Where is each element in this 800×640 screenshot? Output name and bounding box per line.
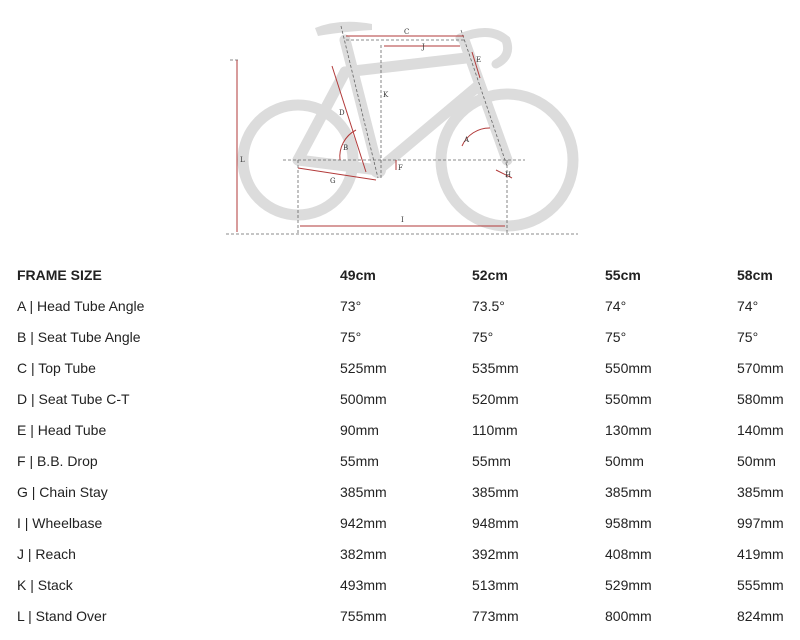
- bike-frame-drawing: [0, 0, 800, 250]
- table-row: [0, 290, 800, 321]
- diagram-label-k: K: [383, 91, 389, 99]
- diagram-label-g: G: [330, 177, 336, 185]
- table-cell: 385mm: [737, 483, 784, 500]
- table-row: [0, 445, 800, 476]
- table-cell: 493mm: [340, 576, 387, 593]
- table-cell: 419mm: [737, 545, 784, 562]
- table-cell: 385mm: [340, 483, 387, 500]
- table-cell: 500mm: [340, 390, 387, 407]
- table-cell: 824mm: [737, 607, 784, 624]
- geometry-table: [0, 259, 800, 631]
- table-cell: 550mm: [605, 390, 652, 407]
- row-label: D | Seat Tube C-T: [17, 390, 130, 407]
- diagram-label-c: C: [404, 28, 410, 36]
- row-label: G | Chain Stay: [17, 483, 108, 500]
- table-cell: 75°: [605, 328, 627, 345]
- column-header: 58cm: [737, 266, 773, 283]
- table-cell: 55mm: [340, 452, 379, 469]
- row-label: F | B.B. Drop: [17, 452, 98, 469]
- table-cell: 50mm: [605, 452, 644, 469]
- table-row: [0, 321, 800, 352]
- table-row: [0, 600, 800, 631]
- table-cell: 382mm: [340, 545, 387, 562]
- table-cell: 130mm: [605, 421, 652, 438]
- row-label: L | Stand Over: [17, 607, 107, 624]
- diagram-label-d: D: [339, 109, 345, 117]
- table-row: [0, 414, 800, 445]
- column-header: FRAME SIZE: [17, 266, 102, 283]
- table-row: [0, 569, 800, 600]
- table-cell: 580mm: [737, 390, 784, 407]
- diagram-label-j: J: [422, 43, 425, 51]
- table-cell: 385mm: [605, 483, 652, 500]
- table-cell: 773mm: [472, 607, 519, 624]
- table-cell: 570mm: [737, 359, 784, 376]
- diagram-label-h: H: [505, 171, 512, 179]
- column-header: 52cm: [472, 266, 508, 283]
- table-cell: 550mm: [605, 359, 652, 376]
- diagram-label-f: F: [398, 164, 403, 172]
- table-cell: 958mm: [605, 514, 652, 531]
- table-cell: 997mm: [737, 514, 784, 531]
- row-label: C | Top Tube: [17, 359, 96, 376]
- table-cell: 520mm: [472, 390, 519, 407]
- table-cell: 75°: [472, 328, 494, 345]
- table-row: [0, 476, 800, 507]
- row-label: I | Wheelbase: [17, 514, 103, 531]
- table-cell: 948mm: [472, 514, 519, 531]
- table-cell: 74°: [737, 297, 759, 314]
- table-cell: 942mm: [340, 514, 387, 531]
- diagram-label-b: B: [343, 144, 349, 152]
- diagram-label-a: A: [464, 136, 470, 144]
- table-cell: 75°: [340, 328, 362, 345]
- table-cell: 529mm: [605, 576, 652, 593]
- table-cell: 755mm: [340, 607, 387, 624]
- table-cell: 800mm: [605, 607, 652, 624]
- table-cell: 110mm: [472, 421, 518, 438]
- diagram-label-e: E: [476, 56, 482, 64]
- table-cell: 74°: [605, 297, 627, 314]
- table-cell: 392mm: [472, 545, 519, 562]
- guide-lines: [226, 26, 578, 234]
- table-cell: 535mm: [472, 359, 519, 376]
- table-cell: 75°: [737, 328, 759, 345]
- diagram-label-l: L: [240, 156, 245, 164]
- row-label: E | Head Tube: [17, 421, 107, 438]
- bike-geometry-diagram: [0, 0, 800, 250]
- table-header-row: [0, 259, 800, 290]
- saddle: [315, 22, 372, 36]
- column-header: 49cm: [340, 266, 376, 283]
- table-row: [0, 538, 800, 569]
- table-cell: 73°: [340, 297, 362, 314]
- table-cell: 50mm: [737, 452, 776, 469]
- table-row: [0, 507, 800, 538]
- table-cell: 385mm: [472, 483, 519, 500]
- diagram-label-i: I: [401, 216, 404, 224]
- row-label: A | Head Tube Angle: [17, 297, 145, 314]
- table-cell: 513mm: [472, 576, 519, 593]
- table-cell: 55mm: [472, 452, 511, 469]
- table-cell: 140mm: [737, 421, 784, 438]
- row-label: K | Stack: [17, 576, 73, 593]
- row-label: J | Reach: [17, 545, 76, 562]
- crankset: [370, 162, 386, 178]
- column-header: 55cm: [605, 266, 641, 283]
- table-cell: 73.5°: [472, 297, 505, 314]
- table-cell: 408mm: [605, 545, 652, 562]
- table-row: [0, 352, 800, 383]
- table-cell: 525mm: [340, 359, 387, 376]
- table-cell: 90mm: [340, 421, 379, 438]
- table-cell: 555mm: [737, 576, 784, 593]
- row-label: B | Seat Tube Angle: [17, 328, 141, 345]
- table-row: [0, 383, 800, 414]
